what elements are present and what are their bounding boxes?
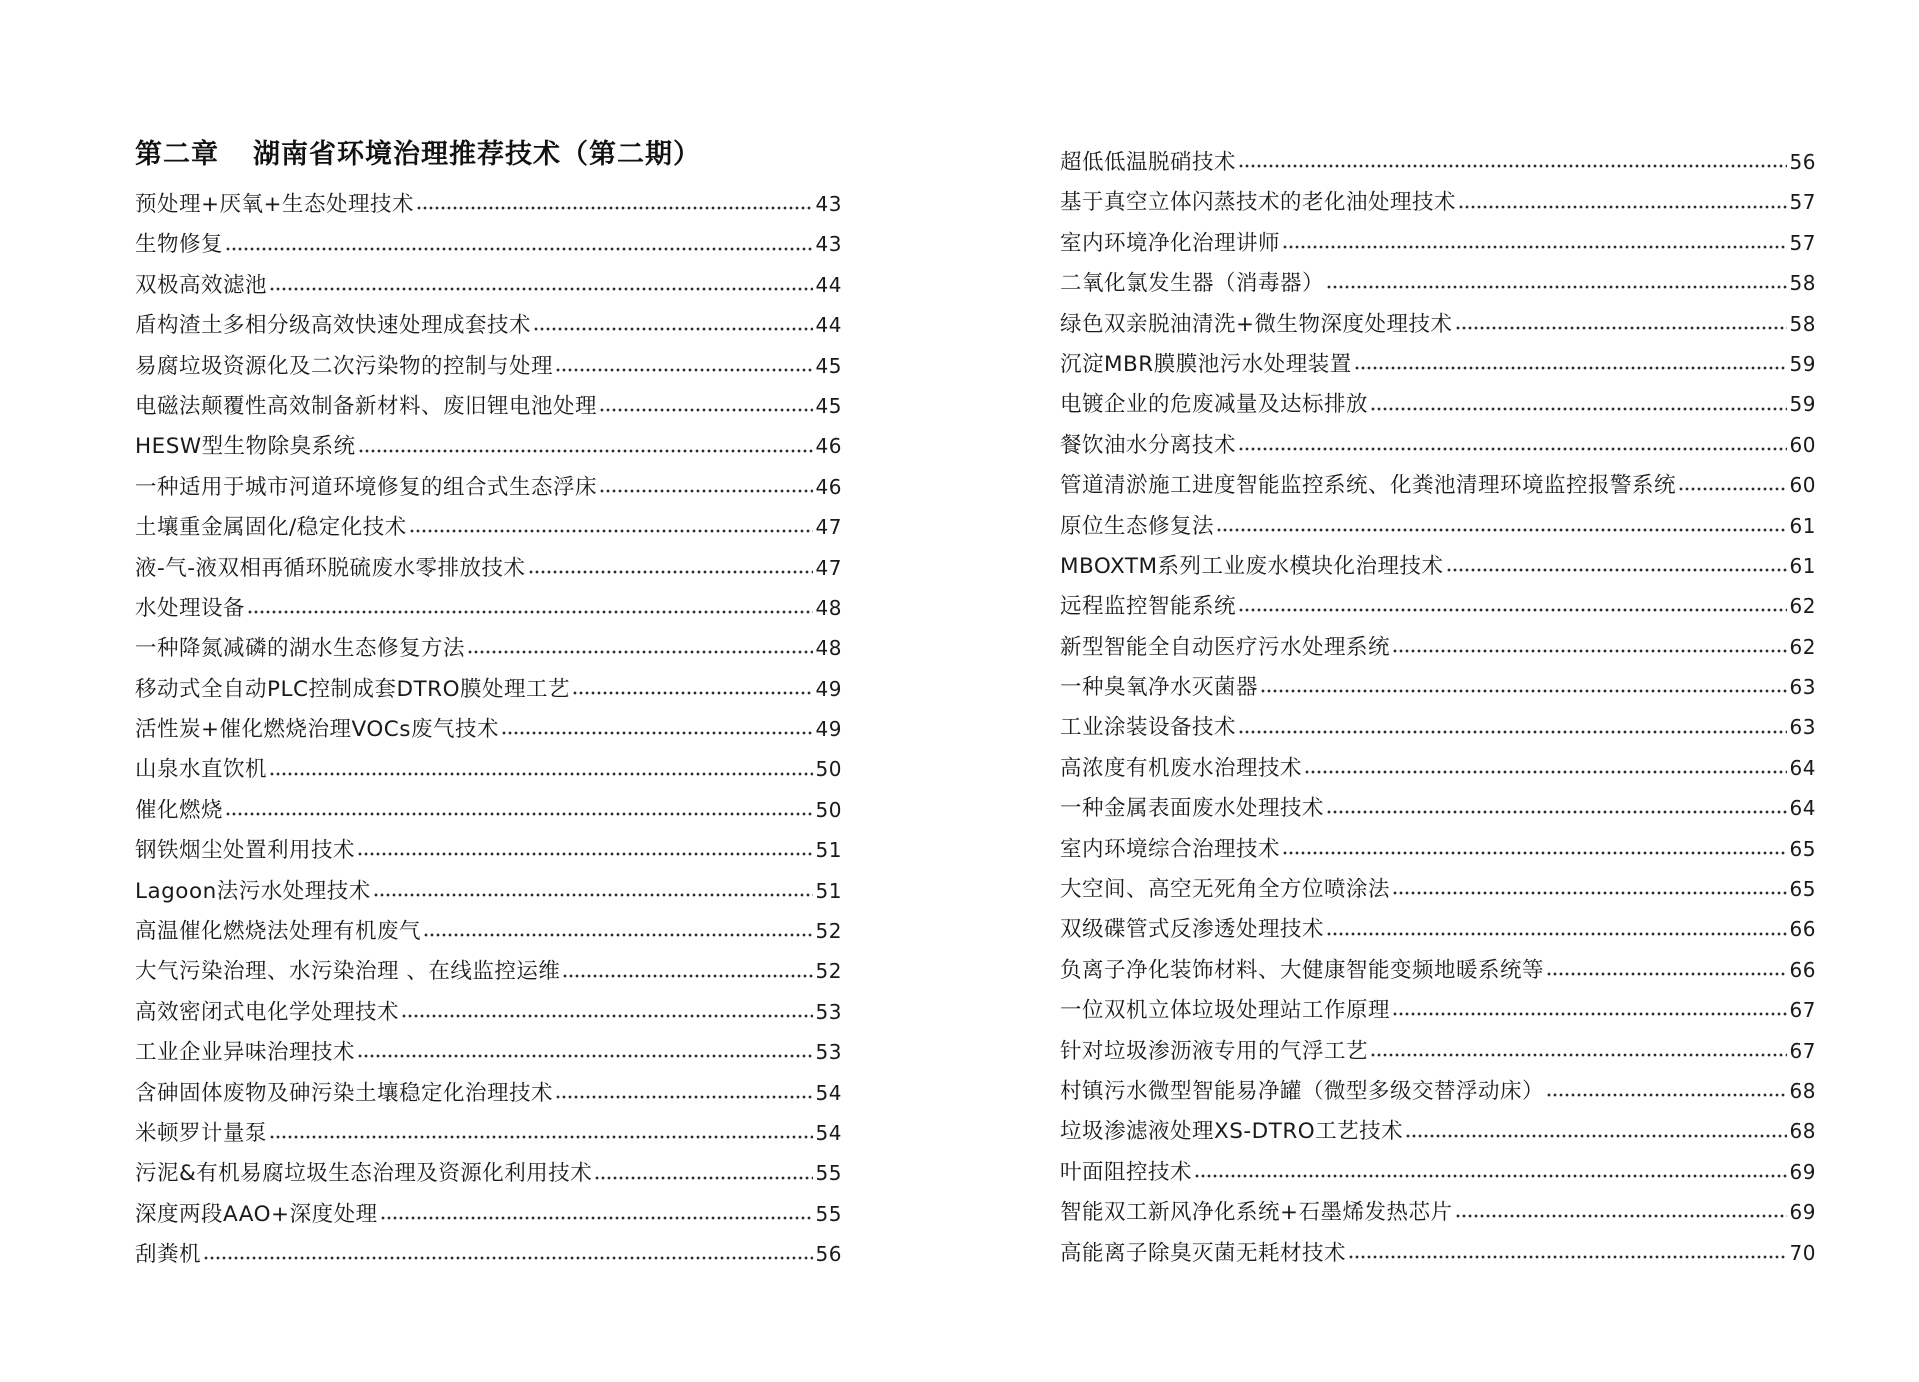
toc-entry-page-number: 47 <box>815 515 842 540</box>
toc-dot-leader <box>533 326 813 332</box>
toc-dot-leader <box>555 367 813 373</box>
toc-entry-title: 基于真空立体闪蒸技术的老化油处理技术 <box>1060 190 1457 216</box>
toc-dot-leader <box>562 973 812 979</box>
toc-entry[interactable] <box>135 669 842 709</box>
toc-entry[interactable] <box>135 184 842 224</box>
toc-dot-leader <box>225 811 813 817</box>
toc-entry-page-number: 52 <box>815 919 842 944</box>
toc-dot-leader <box>357 851 813 857</box>
toc-entry-title: 高能离子除臭灭菌无耗材技术 <box>1060 1240 1347 1266</box>
toc-entry-title: 一种臭氧净水灭菌器 <box>1060 675 1259 701</box>
toc-entry[interactable] <box>135 1153 842 1193</box>
toc-entry-title: 智能双工新风净化系统+石墨烯发热芯片 <box>1060 1200 1453 1226</box>
toc-entry-page-number: 63 <box>1789 675 1816 700</box>
toc-entry[interactable] <box>135 992 842 1032</box>
toc-dot-leader <box>357 1053 813 1059</box>
toc-entry-title: 易腐垃圾资源化及二次污染物的控制与处理 <box>135 353 554 379</box>
toc-entry[interactable] <box>1060 1031 1816 1071</box>
toc-entry-page-number: 66 <box>1789 917 1816 942</box>
toc-entry-title: 污泥&有机易腐垃圾生态治理及资源化利用技术 <box>135 1161 593 1187</box>
toc-entry-page-number: 65 <box>1789 836 1816 861</box>
toc-entry-page-number: 67 <box>1789 1038 1816 1063</box>
toc-dot-leader <box>1446 567 1787 573</box>
toc-entry-page-number: 54 <box>815 1080 842 1105</box>
toc-entry[interactable] <box>1060 829 1816 869</box>
toc-entry[interactable] <box>1060 788 1816 828</box>
toc-dot-leader <box>1348 1254 1787 1260</box>
toc-entry[interactable] <box>135 588 842 628</box>
toc-entry-title: 生物修复 <box>135 232 224 258</box>
toc-entry[interactable] <box>135 507 842 547</box>
toc-entry-page-number: 62 <box>1789 634 1816 659</box>
toc-entry-title: 预处理+厌氧+生态处理技术 <box>135 192 415 217</box>
toc-entry-title: 新型智能全自动医疗污水处理系统 <box>1060 634 1391 660</box>
toc-entry-page-number: 63 <box>1789 715 1816 740</box>
toc-dot-leader <box>1354 365 1787 371</box>
toc-entry[interactable] <box>135 346 842 386</box>
toc-dot-leader <box>1282 244 1787 250</box>
toc-entry-title: 工业企业异味治理技术 <box>135 1040 356 1066</box>
toc-dot-leader <box>269 286 813 292</box>
toc-entry[interactable] <box>1060 869 1816 909</box>
toc-entry-title: 高温催化燃烧法处理有机废气 <box>135 919 422 945</box>
toc-dot-leader <box>373 892 813 898</box>
toc-entry-page-number: 66 <box>1789 957 1816 982</box>
toc-entry[interactable] <box>1060 384 1816 424</box>
toc-entry-page-number: 61 <box>1789 553 1816 578</box>
toc-dot-leader <box>1326 809 1787 815</box>
toc-entry[interactable] <box>1060 1233 1816 1273</box>
toc-dot-leader <box>1455 1213 1787 1219</box>
toc-entry-page-number: 53 <box>815 999 842 1024</box>
toc-entry[interactable] <box>1060 909 1816 949</box>
toc-entry-page-number: 59 <box>1789 392 1816 417</box>
toc-entry-title: 活性炭+催化燃烧治理VOCs废气技术 <box>135 717 499 743</box>
toc-entry-title: 村镇污水微型智能易净罐（微型多级交替浮动床） <box>1060 1078 1545 1104</box>
toc-entry[interactable] <box>135 548 842 588</box>
toc-dot-leader <box>1370 1052 1787 1058</box>
toc-dot-leader <box>269 771 813 777</box>
toc-entry-page-number: 60 <box>1789 473 1816 498</box>
toc-entry-page-number: 47 <box>815 555 842 580</box>
toc-entry-title: 山泉水直饮机 <box>135 757 268 783</box>
toc-entry-title: 催化燃烧 <box>135 797 224 823</box>
toc-entry[interactable] <box>1060 506 1816 546</box>
toc-entry-page-number: 45 <box>815 353 842 378</box>
toc-entry-title: 高浓度有机废水治理技术 <box>1060 755 1303 781</box>
chapter-heading <box>135 137 701 173</box>
toc-entry-title: 室内环境净化治理讲师 <box>1060 230 1281 256</box>
toc-dot-leader <box>1238 446 1787 452</box>
toc-entry-page-number: 46 <box>815 474 842 499</box>
toc-entry-page-number: 44 <box>815 272 842 297</box>
toc-entry[interactable] <box>135 628 842 668</box>
toc-entry-title: 室内环境综合治理技术 <box>1060 836 1281 862</box>
toc-entry-page-number: 59 <box>1789 351 1816 376</box>
toc-entry-page-number: 55 <box>815 1161 842 1186</box>
toc-entry-title: 大气污染治理、水污染治理 、在线监控运维 <box>135 959 561 985</box>
toc-entry-page-number: 56 <box>815 1242 842 1267</box>
toc-entry-page-number: 58 <box>1789 311 1816 336</box>
toc-dot-leader <box>1392 890 1787 896</box>
toc-entry-title: 水处理设备 <box>135 595 246 621</box>
toc-dot-leader <box>358 448 813 454</box>
toc-entry-title: 远程监控智能系统 <box>1060 594 1237 620</box>
toc-dot-leader <box>1392 648 1787 654</box>
toc-dot-leader <box>247 609 813 615</box>
toc-entry-title: 一种金属表面废水处理技术 <box>1060 796 1325 822</box>
toc-entry-page-number: 58 <box>1789 271 1816 296</box>
toc-dot-leader <box>1304 769 1787 775</box>
toc-entry-page-number: 50 <box>815 797 842 822</box>
toc-dot-leader <box>599 488 813 494</box>
toc-entry-page-number: 64 <box>1789 796 1816 821</box>
toc-entry-page-number: 62 <box>1789 594 1816 619</box>
toc-entry-title: 工业涂装设备技术 <box>1060 715 1237 741</box>
toc-entry-title: 含砷固体废物及砷污染土壤稳定化治理技术 <box>135 1080 554 1106</box>
toc-entry-page-number: 55 <box>815 1201 842 1226</box>
toc-entry-page-number: 51 <box>815 838 842 863</box>
toc-entry[interactable] <box>135 265 842 305</box>
chapter-number: 第二章 <box>135 139 219 170</box>
toc-dot-leader <box>401 1013 813 1019</box>
toc-entry-page-number: 61 <box>1789 513 1816 538</box>
toc-entry-page-number: 43 <box>815 232 842 257</box>
toc-entry-title: 沉淀MBR膜膜池污水处理装置 <box>1060 351 1352 377</box>
toc-dot-leader <box>528 569 813 575</box>
toc-dot-leader <box>1194 1173 1787 1179</box>
toc-entry-page-number: 57 <box>1789 190 1816 215</box>
toc-entry-title: Lagoon法污水处理技术 <box>135 878 371 904</box>
toc-entry-title: 液-气-液双相再循环脱硫废水零排放技术 <box>135 555 526 581</box>
toc-entry[interactable] <box>135 1032 842 1072</box>
toc-entry[interactable] <box>1060 546 1816 586</box>
toc-entry[interactable] <box>1060 1192 1816 1232</box>
toc-entry[interactable] <box>135 830 842 870</box>
toc-entry[interactable] <box>1060 1071 1816 1111</box>
toc-entry-page-number: 56 <box>1789 150 1816 174</box>
toc-entry-page-number: 49 <box>815 717 842 742</box>
toc-dot-leader <box>1238 607 1787 613</box>
toc-list-left <box>135 184 842 1275</box>
toc-entry-page-number: 51 <box>815 878 842 903</box>
toc-entry[interactable] <box>135 426 842 466</box>
toc-entry[interactable] <box>135 1194 842 1234</box>
toc-dot-leader <box>423 932 813 938</box>
toc-entry[interactable] <box>1060 425 1816 465</box>
toc-entry-page-number: 68 <box>1789 1119 1816 1144</box>
toc-entry[interactable] <box>1060 1111 1816 1151</box>
toc-entry-title: 电镀企业的危废减量及达标排放 <box>1060 392 1369 418</box>
toc-entry-page-number: 57 <box>1789 230 1816 255</box>
toc-dot-leader <box>555 1094 813 1100</box>
toc-entry-title: 土壤重金属固化/稳定化技术 <box>135 515 407 541</box>
toc-entry-title: 盾构渣土多相分级高效快速处理成套技术 <box>135 313 532 339</box>
toc-entry-page-number: 64 <box>1789 755 1816 780</box>
toc-dot-leader <box>1455 325 1787 331</box>
toc-entry-title: 针对垃圾渗沥液专用的气浮工艺 <box>1060 1038 1369 1064</box>
toc-entry-title: 电磁法颠覆性高效制备新材料、废旧锂电池处理 <box>135 393 598 419</box>
toc-dot-leader <box>599 407 813 413</box>
toc-list-right <box>1060 142 1816 1273</box>
toc-entry-title: 垃圾渗滤液处理XS-DTRO工艺技术 <box>1060 1119 1404 1145</box>
toc-entry-title: 一种适用于城市河道环境修复的组合式生态浮床 <box>135 474 598 500</box>
toc-dot-leader <box>1546 1092 1787 1098</box>
toc-entry-title: 二氧化氯发生器（消毒器） <box>1060 271 1325 297</box>
toc-entry[interactable] <box>1060 667 1816 707</box>
toc-entry[interactable] <box>1060 465 1816 505</box>
toc-dot-leader <box>1238 163 1787 169</box>
toc-dot-leader <box>1678 486 1787 492</box>
toc-entry-page-number: 53 <box>815 1040 842 1065</box>
toc-entry[interactable] <box>135 224 842 264</box>
toc-dot-leader <box>467 649 813 655</box>
toc-entry-title: 负离子净化装饰材料、大健康智能变频地暖系统等 <box>1060 957 1545 983</box>
toc-entry-title: 刮粪机 <box>135 1242 202 1268</box>
toc-entry[interactable] <box>135 386 842 426</box>
toc-dot-leader <box>1238 729 1787 735</box>
toc-entry[interactable] <box>135 1113 842 1153</box>
toc-entry[interactable] <box>1060 263 1816 303</box>
toc-entry-page-number: 69 <box>1789 1159 1816 1184</box>
toc-entry-title: 一位双机立体垃圾处理站工作原理 <box>1060 998 1391 1024</box>
toc-dot-leader <box>1216 527 1787 533</box>
toc-entry[interactable] <box>1060 223 1816 263</box>
toc-entry[interactable] <box>1060 304 1816 344</box>
toc-dot-leader <box>1326 931 1787 937</box>
toc-entry[interactable] <box>135 467 842 507</box>
toc-dot-leader <box>1546 971 1787 977</box>
toc-entry-page-number: 45 <box>815 393 842 418</box>
toc-entry-page-number: 48 <box>815 636 842 661</box>
toc-entry[interactable] <box>1060 950 1816 990</box>
toc-entry[interactable] <box>1060 142 1816 182</box>
toc-entry-title: 原位生态修复法 <box>1060 513 1215 539</box>
toc-entry-page-number: 44 <box>815 313 842 338</box>
toc-dot-leader <box>416 205 813 211</box>
toc-entry-title: HESW型生物除臭系统 <box>135 434 356 460</box>
toc-entry[interactable] <box>1060 586 1816 626</box>
toc-entry-page-number: 46 <box>815 434 842 459</box>
toc-dot-leader <box>1260 688 1787 694</box>
toc-entry[interactable] <box>135 1073 842 1113</box>
toc-entry-title: 深度两段AAO+深度处理 <box>135 1201 378 1227</box>
toc-entry-title: 高效密闭式电化学处理技术 <box>135 999 400 1025</box>
toc-entry-page-number: 67 <box>1789 998 1816 1023</box>
toc-dot-leader <box>1405 1133 1786 1139</box>
toc-entry-page-number: 65 <box>1789 877 1816 902</box>
toc-entry-page-number: 48 <box>815 595 842 620</box>
toc-entry-page-number: 68 <box>1789 1078 1816 1103</box>
toc-entry[interactable] <box>135 1234 842 1274</box>
toc-dot-leader <box>1458 204 1787 210</box>
toc-entry-title: 移动式全自动PLC控制成套DTRO膜处理工艺 <box>135 676 571 702</box>
toc-dot-leader <box>269 1134 813 1140</box>
toc-entry-title: 管道清淤施工进度智能监控系统、化粪池清理环境监控报警系统 <box>1060 473 1677 499</box>
toc-entry[interactable] <box>135 911 842 951</box>
toc-dot-leader <box>225 246 813 252</box>
toc-entry-page-number: 54 <box>815 1120 842 1145</box>
toc-entry[interactable] <box>135 305 842 345</box>
toc-entry-title: 超低低温脱硝技术 <box>1060 150 1237 175</box>
chapter-title: 湖南省环境治理推荐技术（第二期） <box>253 139 701 170</box>
toc-entry-title: 大空间、高空无死角全方位喷涂法 <box>1060 877 1391 903</box>
toc-entry[interactable] <box>135 790 842 830</box>
toc-entry[interactable] <box>1060 707 1816 747</box>
toc-entry-page-number: 60 <box>1789 432 1816 457</box>
toc-dot-leader <box>409 528 813 534</box>
toc-entry-title: MBOXTM系列工业废水模块化治理技术 <box>1060 553 1444 579</box>
toc-entry[interactable] <box>1060 1152 1816 1192</box>
toc-entry-page-number: 49 <box>815 676 842 701</box>
toc-dot-leader <box>1282 850 1787 856</box>
toc-entry-title: 双极高效滤池 <box>135 272 268 298</box>
toc-entry[interactable] <box>135 709 842 749</box>
toc-entry-title: 双级碟管式反渗透处理技术 <box>1060 917 1325 943</box>
toc-entry[interactable] <box>1060 990 1816 1030</box>
toc-entry[interactable] <box>1060 182 1816 222</box>
toc-entry-page-number: 52 <box>815 959 842 984</box>
toc-entry-page-number: 50 <box>815 757 842 782</box>
toc-entry[interactable] <box>135 871 842 911</box>
toc-dot-leader <box>572 690 813 696</box>
toc-entry-title: 叶面阻控技术 <box>1060 1159 1193 1185</box>
toc-entry[interactable] <box>1060 627 1816 667</box>
toc-entry[interactable] <box>135 951 842 991</box>
toc-entry-title: 钢铁烟尘处置利用技术 <box>135 838 356 864</box>
toc-entry-page-number: 70 <box>1789 1240 1816 1265</box>
toc-dot-leader <box>594 1175 812 1181</box>
toc-dot-leader <box>501 730 813 736</box>
toc-entry[interactable] <box>135 749 842 789</box>
toc-entry-page-number: 43 <box>815 192 842 216</box>
toc-entry-title: 米顿罗计量泵 <box>135 1120 268 1146</box>
toc-entry[interactable] <box>1060 344 1816 384</box>
toc-entry[interactable] <box>1060 748 1816 788</box>
toc-dot-leader <box>1326 284 1787 290</box>
toc-dot-leader <box>1370 406 1787 412</box>
toc-entry-page-number: 69 <box>1789 1200 1816 1225</box>
toc-entry-title: 绿色双亲脱油清洗+微生物深度处理技术 <box>1060 311 1453 337</box>
toc-entry-title: 一种降氮减磷的湖水生态修复方法 <box>135 636 466 662</box>
toc-dot-leader <box>1392 1011 1787 1017</box>
toc-dot-leader <box>203 1255 813 1261</box>
toc-entry-title: 餐饮油水分离技术 <box>1060 432 1237 458</box>
toc-dot-leader <box>380 1215 813 1221</box>
